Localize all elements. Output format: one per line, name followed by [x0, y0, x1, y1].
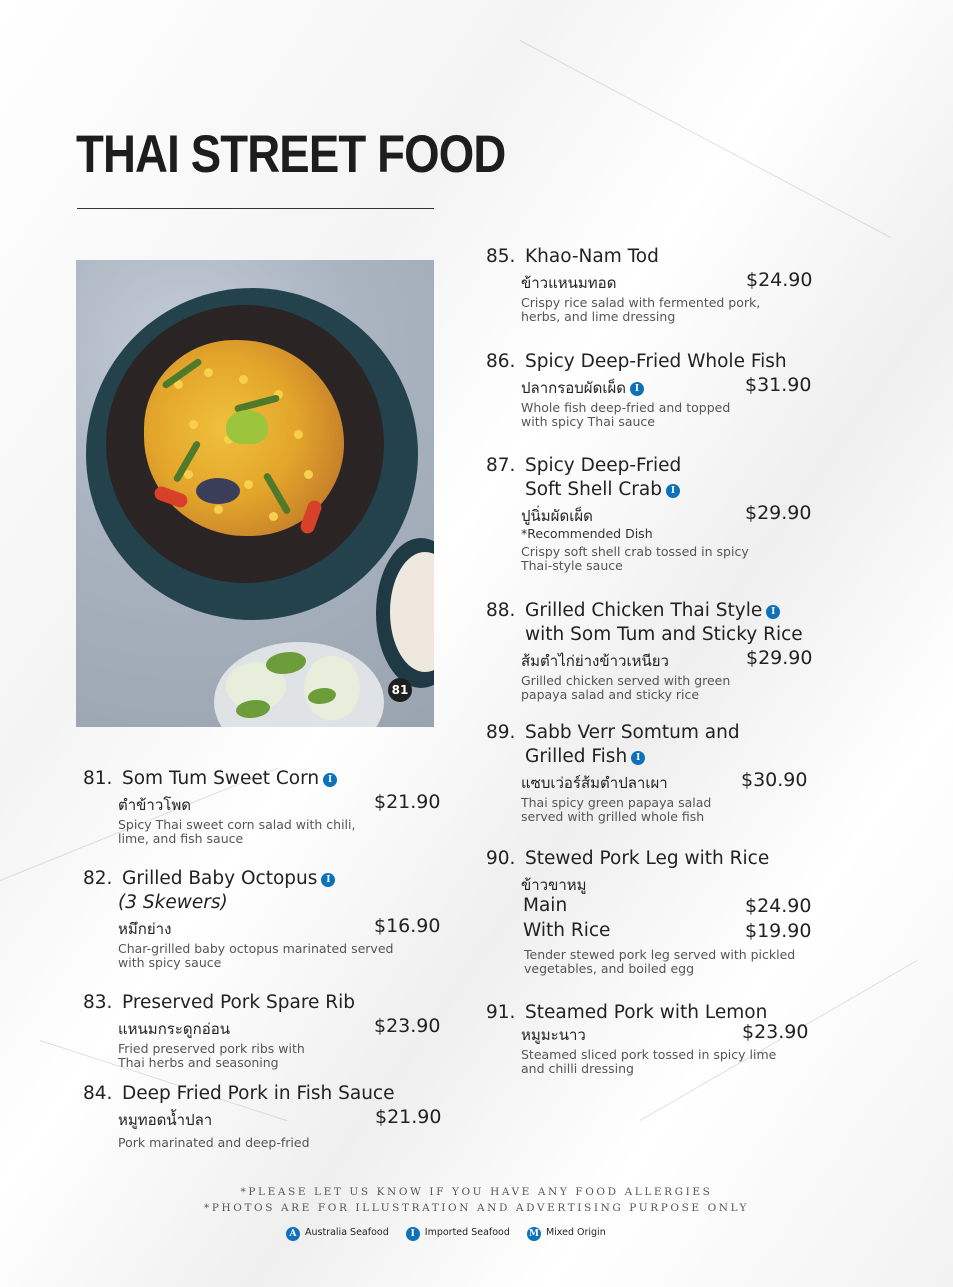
item-name-line2: Grilled Fish: [525, 746, 628, 767]
item-number: 89.: [486, 722, 516, 743]
item-thai-name: หมูมะนาว: [521, 1026, 586, 1044]
menu-item: [486, 245, 826, 323]
item-number: 81.: [83, 768, 113, 789]
legend-label: Mixed Origin: [545, 1227, 606, 1238]
item-number: 83.: [83, 992, 113, 1013]
recommended-note: *Recommended Dish: [521, 526, 653, 541]
item-name: Stewed Pork Leg with Rice: [525, 848, 770, 869]
menu-item: [486, 599, 826, 701]
menu-item: [486, 721, 826, 823]
menu-item: [83, 867, 443, 969]
item-thai-name: ส้มตำไก่ย่างข้าวเหนียว: [521, 652, 669, 670]
photo-item-badge: 81: [388, 678, 412, 702]
item-price: $21.90: [374, 791, 441, 813]
menu-item: [486, 454, 826, 572]
price-option: [486, 920, 826, 945]
item-description: Steamed sliced pork tossed in spicy lime and chilli dressing: [521, 1047, 777, 1076]
item-price: $23.90: [374, 1015, 441, 1037]
item-price: $30.90: [741, 769, 808, 791]
item-thai-name: ตำข้าวโพด: [118, 796, 191, 814]
item-name: Spicy Deep-Fried Whole Fish: [525, 351, 787, 372]
item-name: Preserved Pork Spare Rib: [122, 992, 356, 1013]
item-description: Tender stewed pork leg served with pickled vegetables, and boiled egg: [524, 947, 796, 976]
title-divider: [77, 208, 434, 209]
dish-photo: [76, 260, 434, 727]
item-number: 85.: [486, 246, 516, 267]
item-number: 86.: [486, 351, 516, 372]
option-price: $19.90: [745, 920, 812, 942]
item-description: Crispy soft shell crab tossed in spicy Thai-style sauce: [521, 544, 749, 573]
item-description: Fried preserved pork ribs with Thai herbs and seasoning: [118, 1041, 305, 1070]
item-price: $29.90: [746, 647, 813, 669]
item-description: Grilled chicken served with green papaya salad and sticky rice: [521, 673, 731, 702]
page-title: THAI STREET FOOD: [76, 125, 506, 184]
item-name: Som Tum Sweet Corn: [122, 768, 320, 789]
item-name: Khao-Nam Tod: [525, 246, 659, 267]
item-description: Pork marinated and deep-fried: [118, 1135, 310, 1150]
australia-seafood-icon: A: [286, 1227, 300, 1241]
item-price: $16.90: [374, 915, 441, 937]
item-number: 91.: [486, 1002, 516, 1023]
item-number: 87.: [486, 455, 516, 476]
item-number: 84.: [83, 1083, 113, 1104]
option-price: $24.90: [745, 895, 812, 917]
item-price: $21.90: [375, 1106, 442, 1128]
menu-item: [83, 991, 443, 1069]
item-thai-name: แหนมกระดูกอ่อน: [118, 1020, 230, 1038]
option-label: With Rice: [523, 920, 611, 941]
item-name: Deep Fried Pork in Fish Sauce: [122, 1083, 395, 1104]
menu-item: [486, 847, 826, 975]
legend-item: [527, 1227, 606, 1241]
item-name: Steamed Pork with Lemon: [525, 1002, 768, 1023]
item-price: $24.90: [746, 269, 813, 291]
item-description: Spicy Thai sweet corn salad with chili, lime, and fish sauce: [118, 817, 356, 846]
item-name-line2: with Som Tum and Sticky Rice: [525, 624, 803, 645]
menu-item: [486, 1001, 826, 1075]
price-option: [486, 895, 826, 920]
item-description: Whole fish deep-fried and topped with spicy Thai sauce: [521, 400, 731, 429]
item-number: 82.: [83, 868, 113, 889]
menu-item: [83, 767, 443, 845]
item-thai-name: ปูนิ่มผัดเผ็ด: [521, 507, 593, 525]
item-name: Sabb Verr Somtum and: [525, 722, 740, 743]
imported-seafood-icon: I: [321, 873, 335, 887]
item-thai-name: ข้าวแหนมทอด: [521, 274, 617, 292]
imported-seafood-icon: I: [630, 382, 644, 396]
marble-vein: [520, 40, 891, 238]
imported-seafood-icon: I: [406, 1227, 420, 1241]
legend-label: Australia Seafood: [305, 1227, 389, 1238]
legend-item: [406, 1227, 510, 1241]
item-price: $29.90: [745, 502, 812, 524]
item-description: Crispy rice salad with fermented pork, herbs, and lime dressing: [521, 295, 761, 324]
imported-seafood-icon: I: [323, 773, 337, 787]
item-name: Spicy Deep-Fried: [525, 455, 682, 476]
item-number: 88.: [486, 600, 516, 621]
item-price: $23.90: [742, 1021, 809, 1043]
item-subtitle: (3 Skewers): [118, 892, 228, 913]
allergy-note: *PLEASE LET US KNOW IF YOU HAVE ANY FOOD ALLERGIES: [240, 1186, 713, 1198]
item-number: 90.: [486, 848, 516, 869]
item-thai-name: หมึกย่าง: [118, 920, 172, 938]
option-label: Main: [523, 895, 568, 916]
footer-notes: [0, 1184, 953, 1216]
item-name-line2: Soft Shell Crab: [525, 479, 662, 500]
item-thai-name: หมูทอดน้ำปลา: [118, 1111, 213, 1129]
legend: [286, 1227, 620, 1241]
item-thai-name: ข้าวขาหมู: [521, 876, 587, 894]
photo-note: *PHOTOS ARE FOR ILLUSTRATION AND ADVERTISING PURPOSE ONLY: [203, 1202, 750, 1214]
mixed-origin-icon: M: [527, 1227, 541, 1241]
item-thai-name: แซบเว่อร์ส้มตำปลาเผา: [521, 774, 668, 792]
legend-item: [286, 1227, 389, 1241]
legend-label: Imported Seafood: [424, 1227, 510, 1238]
imported-seafood-icon: I: [631, 751, 645, 765]
menu-item: [486, 350, 826, 428]
imported-seafood-icon: I: [766, 605, 780, 619]
menu-item: [83, 1082, 443, 1150]
item-thai-name: ปลากรอบผัดเผ็ด I: [521, 376, 644, 400]
item-name: Grilled Baby Octopus: [122, 868, 318, 889]
item-price: $31.90: [745, 374, 812, 396]
item-name: Grilled Chicken Thai Style: [525, 600, 763, 621]
item-description: Char-grilled baby octopus marinated served with spicy sauce: [118, 941, 394, 970]
imported-seafood-icon: I: [666, 484, 680, 498]
item-description: Thai spicy green papaya salad served with grilled whole fish: [521, 795, 712, 824]
